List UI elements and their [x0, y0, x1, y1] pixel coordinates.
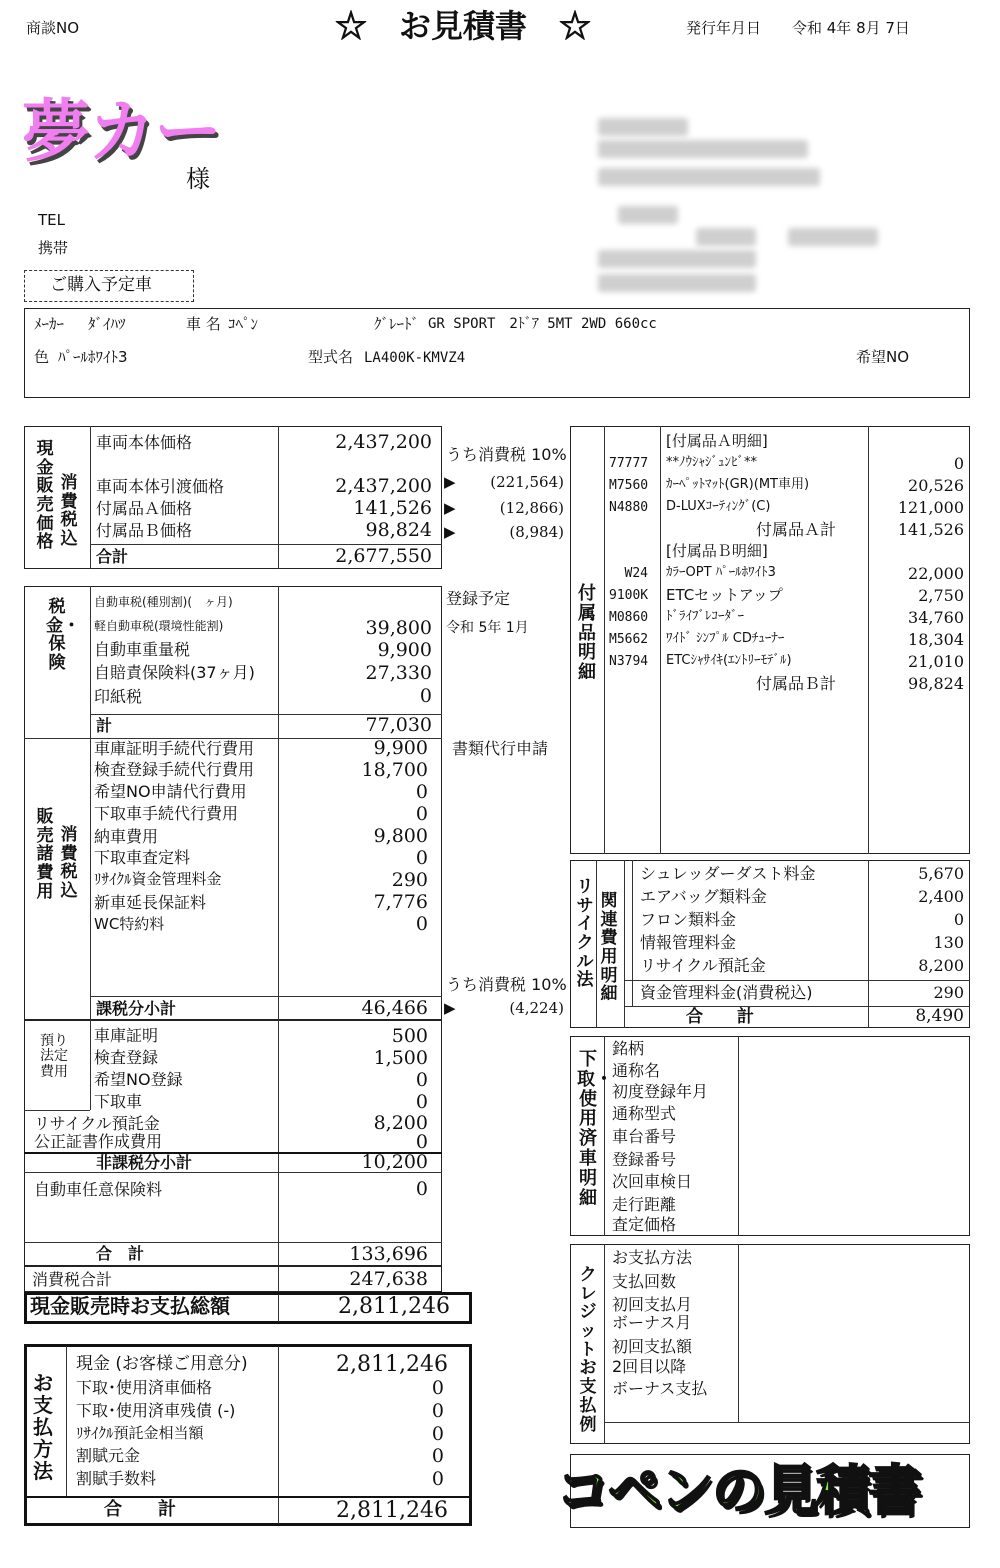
row-label: ﾘｻｲｸﾙ預託金相当額 — [76, 1424, 204, 1442]
notary-label: 公正証書作成費用 — [34, 1132, 163, 1151]
part-name: ETCｼｬｻｲｷ(ｴﾝﾄﾘｰﾓﾃﾞﾙ) — [666, 653, 792, 668]
dealer-info-redacted — [598, 274, 756, 292]
part-value: 121,000 — [897, 498, 964, 517]
part-code: 9100K — [609, 588, 649, 603]
row-label: 印紙税 — [94, 687, 143, 706]
part-name: ｶｰﾍﾟｯﾄﾏｯﾄ(GR)(MT車用) — [666, 477, 810, 492]
tel-label: TEL — [38, 211, 65, 229]
tradein-field: 初度登録年月 — [612, 1082, 709, 1101]
row-label: 下取･使用済車価格 — [76, 1378, 213, 1397]
part-name: D-LUXｺｰﾃｨﾝｸﾞ(C) — [666, 499, 771, 514]
row-label: 下取車 — [94, 1092, 143, 1111]
part-code: M7560 — [609, 478, 649, 493]
cash-total-label: 合計 — [96, 547, 129, 566]
dealer-info-redacted — [598, 118, 688, 136]
carname-value: ｺﾍﾟﾝ — [228, 315, 259, 333]
row-label: 車両本体引渡価格 — [96, 477, 225, 496]
accessories-section-label: 付属品明細 — [578, 583, 596, 684]
recycle-outer-label: リサイクル法 — [576, 877, 594, 991]
row-label: フロン類料金 — [640, 910, 737, 929]
tax-total-label: 計 — [96, 716, 113, 735]
accessories-b-head: [付属品Ｂ明細] — [666, 542, 768, 560]
arrow-icon: ▶ — [444, 999, 456, 1017]
recycle-inner-label: 関連費用明細 — [600, 891, 618, 1005]
row-label: 下取･使用済車残債 (-) — [76, 1401, 236, 1420]
grand-subtotal-value: 133,696 — [349, 1243, 428, 1265]
row-label: 車両本体価格 — [96, 433, 193, 452]
part-code: W24 — [624, 566, 648, 581]
credit-field: 2回目以降 — [612, 1357, 687, 1376]
sales-tax-head: うち消費税 10% — [446, 975, 567, 994]
recycle-deposit-value: 8,200 — [373, 1112, 428, 1134]
part-name: ﾄﾞﾗｲﾌﾞﾚｺｰﾀﾞｰ — [666, 609, 744, 624]
tradein-field: 銘柄 — [612, 1039, 645, 1058]
part-value: 2,750 — [918, 586, 964, 605]
part-name: ETCセットアップ — [666, 586, 783, 604]
issue-date-label: 発行年月日 — [686, 19, 762, 37]
model-value: LA400K-KMVZ4 — [364, 350, 466, 366]
row-label: 車庫証明手続代行費用 — [94, 739, 255, 758]
document-agency-note: 書類代行申請 — [452, 739, 549, 758]
nontax-subtotal-label: 非課税分小計 — [96, 1153, 193, 1172]
row-value: 2,437,200 — [335, 431, 432, 453]
grand-total-label: 現金販売時お支払総額 — [30, 1294, 230, 1318]
part-value: 18,304 — [908, 630, 964, 649]
deposit-section-label: 預り法定費用 — [40, 1033, 68, 1080]
row-label: ﾘｻｲｸﾙ資金管理料金 — [94, 870, 222, 888]
tradein-field: 走行距離 — [612, 1195, 677, 1214]
row-value: 0 — [415, 913, 428, 935]
row-label: 車庫証明 — [94, 1026, 159, 1045]
credit-field: お支払方法 — [612, 1248, 693, 1267]
color-value: ﾊﾟｰﾙﾎﾜｲﾄ3 — [58, 348, 128, 366]
row-label: 軽自動車税(環境性能割) — [94, 619, 224, 633]
arrow-icon: ▶ — [444, 499, 456, 517]
row-value: 1,500 — [373, 1047, 428, 1069]
row-label: 検査登録手続代行費用 — [94, 760, 255, 779]
part-value: 20,526 — [908, 476, 964, 495]
row-value: 0 — [431, 1468, 444, 1490]
row-value: 290 — [933, 983, 964, 1002]
row-label: 納車費用 — [94, 827, 159, 846]
row-value: 0 — [415, 803, 428, 825]
taxable-subtotal-label: 課税分小計 — [96, 999, 177, 1018]
credit-section-label: クレジットお支払例 — [579, 1265, 597, 1435]
tradein-field: 通称名 — [612, 1061, 661, 1080]
row-value: 0 — [431, 1445, 444, 1467]
dealer-info-redacted — [598, 140, 808, 158]
row-label: 現金 (お客様ご用意分) — [76, 1354, 248, 1374]
accessories-a-total-label: 付属品Ａ計 — [756, 520, 837, 539]
part-name: ｶﾗｰOPT ﾊﾟｰﾙﾎﾜｲﾄ3 — [666, 565, 776, 580]
color-label: 色 — [34, 348, 50, 366]
tradein-field: 車台番号 — [612, 1127, 677, 1146]
part-value: 22,000 — [908, 564, 964, 583]
row-value: 0 — [953, 910, 964, 929]
accessories-b-total-label: 付属品Ｂ計 — [756, 674, 837, 693]
row-label: 自動車重量税 — [94, 640, 191, 659]
part-name: **ﾉｳｼｬｼﾞｭﾝﾋﾞ** — [666, 455, 757, 470]
row-label: 割賦元金 — [76, 1446, 141, 1465]
row-value: 5,670 — [918, 864, 964, 883]
dealer-info-redacted — [618, 206, 678, 224]
row-value: 0 — [415, 781, 428, 803]
sales-costs-section-label: 販売諸費用 — [36, 807, 54, 902]
tradein-field: 登録番号 — [612, 1150, 677, 1169]
registration-label: 登録予定 — [446, 589, 511, 608]
customer-name: 夢カー — [22, 93, 221, 172]
tax-insurance-section-label: 税金・保険 — [46, 597, 80, 674]
row-value: 9,800 — [373, 825, 428, 847]
row-label: エアバッグ類料金 — [640, 887, 767, 906]
optional-insurance-value: 0 — [415, 1178, 428, 1200]
optional-insurance-label: 自動車任意保険料 — [34, 1180, 163, 1199]
row-label: 検査登録 — [94, 1048, 159, 1067]
row-value: 98,824 — [365, 519, 432, 541]
credit-field: 支払回数 — [612, 1272, 677, 1291]
row-value: 39,800 — [365, 617, 432, 639]
row-value: 2,437,200 — [335, 475, 432, 497]
recycle-deposit-label: リサイクル預託金 — [34, 1114, 160, 1133]
row-value: 500 — [391, 1025, 428, 1047]
row-value: 9,900 — [377, 639, 432, 661]
sales-tax-value: (4,224) — [509, 999, 564, 1017]
row-value: 130 — [933, 933, 964, 952]
tradein-field: 査定価格 — [612, 1215, 677, 1234]
grand-subtotal-label: 合 計 — [96, 1244, 145, 1263]
row-value: 290 — [391, 869, 428, 891]
cash-tax-head: うち消費税 10% — [446, 445, 567, 464]
mobile-label: 携帯 — [38, 239, 69, 257]
accessories-a-head: [付属品Ａ明細] — [666, 432, 768, 450]
cash-price-tax-label: 消費税込 — [60, 473, 78, 550]
part-value: 34,760 — [908, 608, 964, 627]
row-value: 9,900 — [373, 737, 428, 759]
recycle-total-label: 合 計 — [686, 1007, 754, 1027]
planned-car-label: ご購入予定車 — [50, 275, 152, 295]
dealer-info-redacted — [788, 228, 878, 246]
row-value: 0 — [415, 1091, 428, 1113]
row-label: 割賦手数料 — [76, 1469, 157, 1488]
document-title: ☆ お見積書 ☆ — [335, 7, 592, 45]
dealer-info-redacted — [598, 168, 820, 186]
row-label: 資金管理料金(消費税込) — [640, 983, 813, 1002]
row-label: 付属品Ｂ価格 — [96, 521, 193, 540]
row-label: 下取車査定料 — [94, 848, 191, 867]
credit-field: 初回支払月 — [612, 1295, 693, 1314]
payment-section-label: お支払方法 — [33, 1371, 53, 1483]
credit-field: 初回支払額 — [612, 1337, 693, 1356]
recycle-total: 8,490 — [915, 1006, 964, 1026]
accessories-b-total: 98,824 — [908, 674, 964, 693]
tax-total-value: 77,030 — [365, 714, 432, 736]
tradein-field: 通称型式 — [612, 1104, 677, 1123]
cash-tax-value: (12,866) — [499, 499, 564, 517]
part-code: N3794 — [609, 654, 649, 669]
part-code: N4880 — [609, 500, 649, 515]
dealer-info-redacted — [696, 228, 756, 246]
row-value: 7,776 — [373, 891, 428, 913]
nontax-subtotal-value: 10,200 — [361, 1151, 428, 1173]
cash-tax-value: (8,984) — [509, 523, 564, 541]
cash-tax-value: (221,564) — [490, 473, 564, 491]
row-label: 付属品Ａ価格 — [96, 499, 193, 518]
kibou-no-label: 希望NO — [856, 348, 910, 366]
sales-costs-tax-label: 消費税込 — [60, 825, 78, 902]
part-name: ﾜｲﾄﾞ ｼﾝﾌﾟﾙ CDﾁｭｰﾅｰ — [666, 631, 785, 646]
maker-value: ﾀﾞｲﾊﾂ — [88, 315, 126, 333]
notary-value: 0 — [415, 1131, 428, 1153]
model-label: 型式名 — [308, 348, 354, 366]
payment-total-value: 2,811,246 — [336, 1498, 448, 1523]
row-label: WC特約料 — [94, 915, 165, 933]
registration-date: 令和 5年 1月 — [446, 620, 529, 636]
grand-total-value: 2,811,246 — [338, 1294, 450, 1319]
tax-total-value: 247,638 — [349, 1268, 428, 1290]
grade-label: ｸﾞﾚｰﾄﾞ — [374, 315, 420, 333]
row-value: 0 — [431, 1400, 444, 1422]
part-code: M0860 — [609, 610, 649, 625]
row-label: リサイクル預託金 — [640, 956, 766, 975]
stamp-label: コペンの見積書 — [556, 1459, 920, 1522]
tradein-section-label: 下取・使用済車明細 — [577, 1049, 613, 1209]
issue-date: 令和 4年 8月 7日 — [792, 19, 910, 37]
row-value: 2,400 — [918, 887, 964, 906]
tradein-field: 次回車検日 — [612, 1172, 693, 1191]
row-label: 情報管理料金 — [640, 933, 737, 952]
row-value: 0 — [415, 1069, 428, 1091]
maker-label: ﾒｰｶｰ — [34, 315, 65, 333]
credit-field: ボーナス月 — [612, 1313, 692, 1332]
row-label: 自動車税(種別割)( ヶ月) — [94, 595, 233, 609]
cash-total-value: 2,677,550 — [335, 545, 432, 567]
row-label: 自賠責保険料(37ヶ月) — [94, 663, 255, 682]
row-value: 8,200 — [918, 956, 964, 975]
row-label: 下取車手続代行費用 — [94, 804, 239, 823]
part-value: 0 — [953, 454, 964, 473]
accessories-a-total: 141,526 — [897, 520, 964, 539]
dealer-info-redacted — [598, 250, 756, 268]
row-value: 27,330 — [365, 662, 432, 684]
row-label: 希望NO登録 — [94, 1070, 183, 1089]
carname-label: 車 名 — [186, 315, 221, 333]
customer-sama: 様 — [186, 165, 210, 193]
row-label: 希望NO申請代行費用 — [94, 782, 247, 801]
row-value: 0 — [431, 1377, 444, 1399]
row-value: 141,526 — [353, 497, 432, 519]
row-value: 0 — [415, 847, 428, 869]
tax-total-label: 消費税合計 — [32, 1270, 113, 1289]
row-value: 18,700 — [361, 759, 428, 781]
row-value: 0 — [419, 685, 432, 707]
part-value: 21,010 — [908, 652, 964, 671]
deal-no-label: 商談NO — [26, 19, 80, 37]
cash-price-section-label: 現金販売価格 — [36, 439, 54, 553]
part-code: M5662 — [609, 632, 649, 647]
row-label: 新車延長保証料 — [94, 893, 207, 912]
credit-field: ボーナス支払 — [612, 1379, 708, 1398]
row-value: 0 — [431, 1423, 444, 1445]
taxable-subtotal-value: 46,466 — [361, 997, 428, 1019]
grade-value: GR SPORT 2ﾄﾞｱ 5MT 2WD 660cc — [428, 316, 657, 332]
row-value: 2,811,246 — [336, 1352, 448, 1377]
arrow-icon: ▶ — [444, 473, 456, 491]
part-code: 77777 — [609, 456, 649, 471]
arrow-icon: ▶ — [444, 523, 456, 541]
payment-total-label: 合 計 — [104, 1499, 176, 1520]
row-label: シュレッダーダスト料金 — [640, 864, 816, 883]
